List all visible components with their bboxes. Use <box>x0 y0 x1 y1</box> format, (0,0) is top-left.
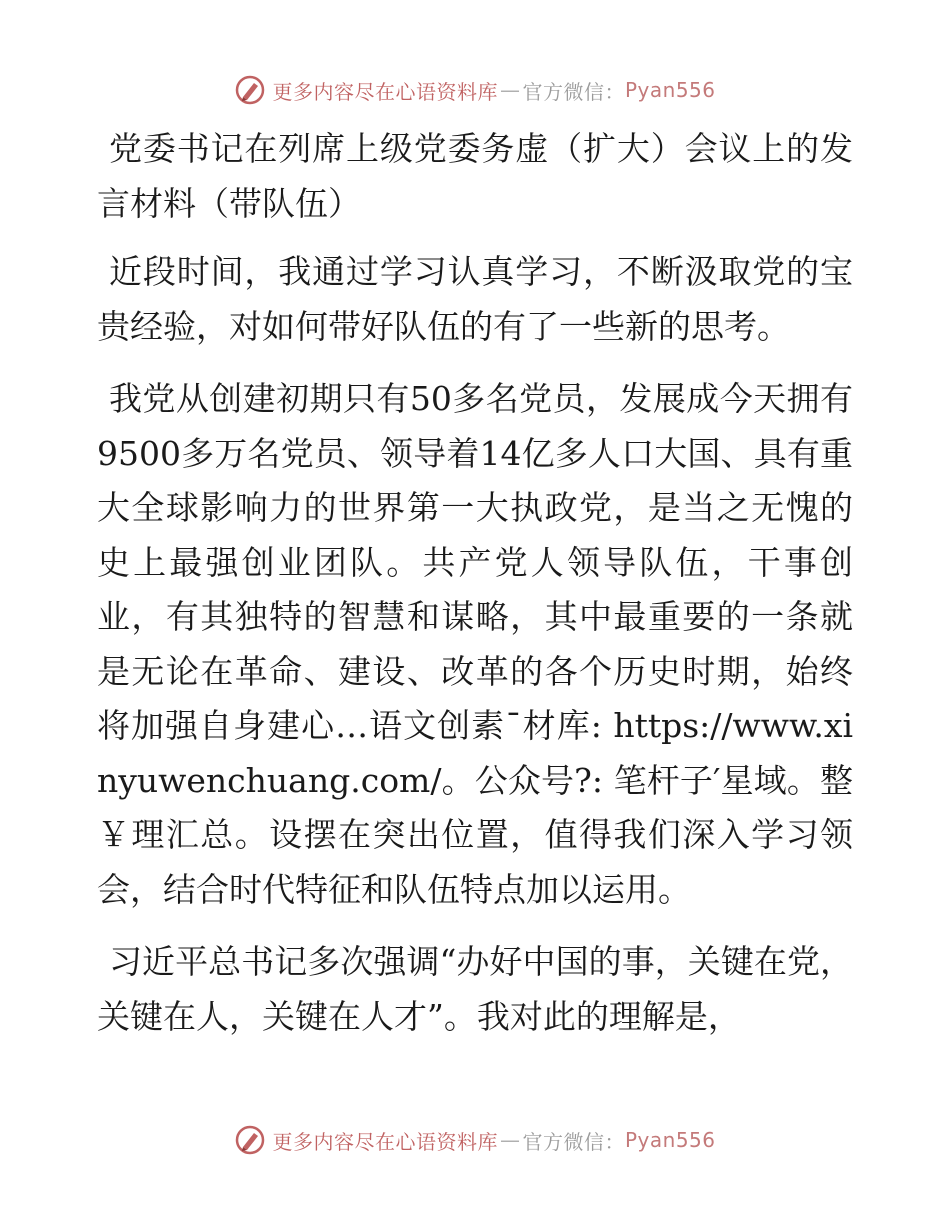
document-body <box>97 122 853 1062</box>
footer-watermark <box>0 1120 950 1160</box>
document-title: 党委书记在列席上级党委务虚（扩大）会议上的发言材料（带队伍） <box>97 129 853 223</box>
header-watermark <box>0 70 950 110</box>
watermark-wechat-id: Pyan556 <box>624 1128 716 1152</box>
watermark-official-label: 官方微信： <box>522 1129 625 1154</box>
paragraph-1: 近段时间，我通过学习认真学习，不断汲取党的宝贵经验，对如何带好队伍的有了一些新的思考。 <box>97 252 853 346</box>
watermark-brand: 更多内容尽在心语资料库 <box>272 1129 498 1154</box>
watermark-official-label: 官方微信： <box>522 79 625 104</box>
paragraph-2: 我党从创建初期只有50多名党员，发展成今天拥有9500多万名党员、领导着14亿多人口大国、具有重大全球影响力的世界第一大执政党，是当之无愧的史上最强创业团队。共产党人领导队伍，干事创业，有其独特的智慧和谋略，其中最重要的一条就是无论在革命、建设、改革的各个历史时期，始终将加强自身建心…语文创素¯材库: https://www.xinyuwenchuang.com/。公众号?: 笔杆子′星域。整￥理汇总。设摆在突出位置，值得我们深入学习领会，结合时代特征和队伍特点加以运用。 <box>97 379 853 909</box>
paragraph-3: 习近平总书记多次强调“办好中国的事，关键在党，关键在人，关键在人才”。我对此的理解是， <box>97 942 853 1036</box>
watermark-wechat-id: Pyan556 <box>624 78 716 102</box>
pen-logo-icon <box>234 74 266 106</box>
pen-logo-icon <box>234 1124 266 1156</box>
watermark-separator: — <box>499 78 521 102</box>
watermark-separator: — <box>499 1128 521 1152</box>
watermark-brand: 更多内容尽在心语资料库 <box>272 79 498 104</box>
